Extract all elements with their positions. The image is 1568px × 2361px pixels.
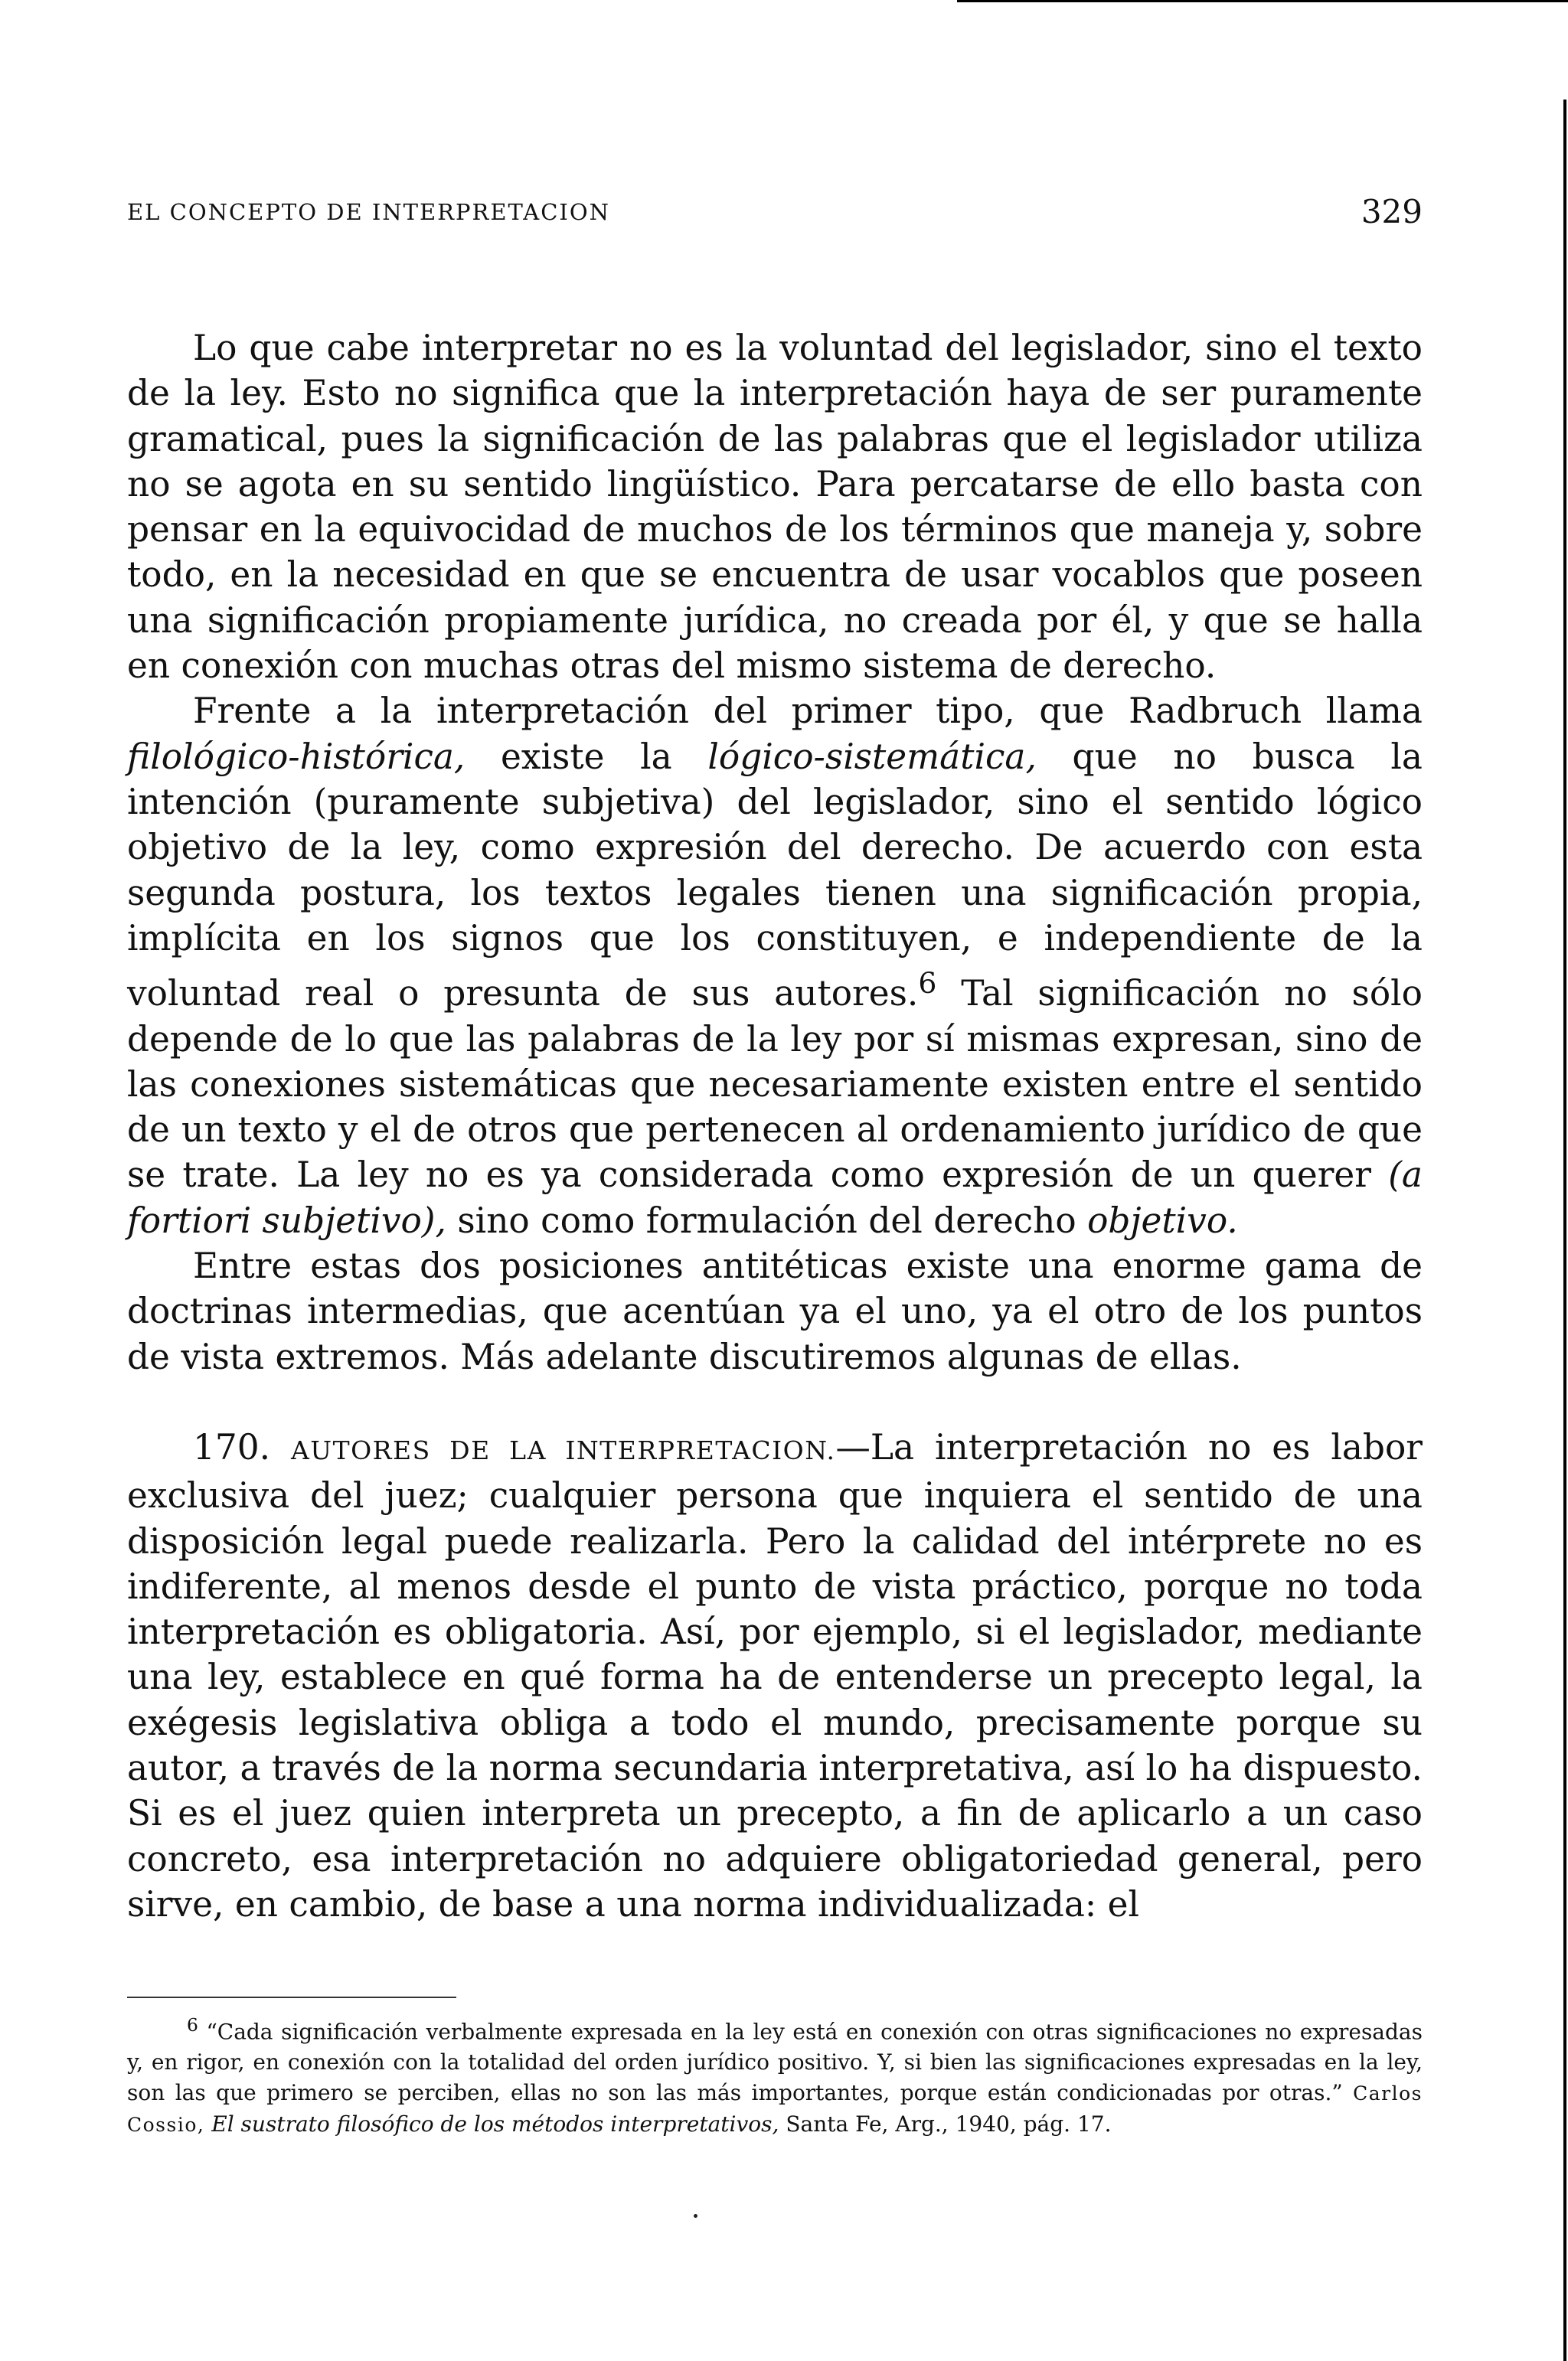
p2-italic-logico: lógico-sistemática, bbox=[707, 736, 1037, 777]
body-text bbox=[127, 325, 1423, 1927]
page-header bbox=[127, 191, 1423, 237]
footnote-tail: Santa Fe, Arg., 1940, pág. 17. bbox=[779, 2111, 1112, 2137]
footnote-text: “Cada significación verbalmente expresada en la ley está en conexión con otras significaciones no expresadas y, en rigor, en conexión con la totalidad del orden jurídico positivo. Y, si bien las significaciones expresadas en la ley, son las que primero se perciben, ellas no son las más importantes, porque están condicionadas por otras.” bbox=[127, 2019, 1423, 2106]
p2-text-3: que no busca la intención (puramente subjetiva) del legislador, sino el sentido lógico objetivo de la ley, como expresión del derecho. De acuerdo con esta segunda postura, los textos legales tienen una significación propia, implícita en los signos que los constituyen, e independiente de la voluntad real o presunta de sus autores. bbox=[127, 736, 1423, 1014]
footnote-work-title: El sustrato filosófico de los métodos interpretativos, bbox=[211, 2111, 779, 2137]
section-number: 170. bbox=[193, 1426, 271, 1468]
p2-text-5: sino como formulación del derecho bbox=[446, 1200, 1088, 1241]
footnote-mark: 6 bbox=[187, 2014, 198, 2036]
right-border-line bbox=[1563, 100, 1566, 2361]
footnote-author: Carlos Cossio, bbox=[127, 2082, 1423, 2137]
footnote-6 bbox=[127, 2010, 1423, 2141]
page-number: 329 bbox=[1361, 193, 1423, 230]
top-border-line bbox=[957, 0, 1568, 2]
p2-italic-objetivo: objetivo. bbox=[1087, 1200, 1238, 1241]
page-mark-dot bbox=[694, 2214, 697, 2218]
p2-text-1: Frente a la interpretación del primer tipo, que Radbruch llama bbox=[193, 691, 1423, 732]
section-heading: AUTORES DE LA INTERPRETACION. bbox=[290, 1435, 836, 1465]
p2-text-2: existe la bbox=[465, 736, 708, 777]
paragraph-2 bbox=[127, 688, 1423, 1243]
section-text: —La interpretación no es labor exclusiva del juez; cualquier persona que inquiera el sentido de una disposición legal puede realizarla. Pero la calidad del intérprete no es indiferente, al menos desde el punto de vista práctico, porque no toda interpretación es obligatoria. Así, por ejemplo, si el legislador, mediante una ley, establece en qué forma ha de entenderse un precepto legal, la exégesis legislativa obliga a todo el mundo, precisamente porque su autor, a través de la norma secundaria interpretativa, así lo ha dispuesto. Si es el juez quien interpreta un precepto, a fin de aplicarlo a un caso concreto, esa interpretación no adquiere obligatoriedad general, pero sirve, en cambio, de base a una norma individualizada: el bbox=[127, 1426, 1423, 1925]
paragraph-1: Lo que cabe interpretar no es la voluntad del legislador, sino el texto de la ley. Esto no significa que la interpretación haya de ser puramente gramatical, pues la significación de las palabras que el legislador utiliza no se agota en su sentido lingüístico. Para percatarse de ello basta con pensar en la equivocidad de muchos de los términos que maneja y, sobre todo, en la necesidad en que se encuentra de usar vocablos que poseen una significación propiamente jurídica, no creada por él, y que se halla en conexión con muchas otras del mismo sistema de derecho. bbox=[127, 328, 1423, 687]
p2-text-4: Tal significación no sólo depende de lo que las palabras de la ley por sí mismas expresan, sino de las conexiones sistemáticas que necesariamente existen entre el sentido de un texto y el de otros que pertenecen al ordenamiento jurídico de que se trate. La ley no es ya considerada como expresión de un querer bbox=[127, 973, 1423, 1196]
running-title: EL CONCEPTO DE INTERPRETACION bbox=[127, 199, 611, 225]
footnote-reference[interactable]: 6 bbox=[918, 966, 937, 1001]
p2-italic-afortiori: (a fortiori subjetivo), bbox=[127, 1154, 1423, 1241]
p2-italic-filologico: filológico-histórica, bbox=[127, 736, 466, 777]
section-170 bbox=[127, 1425, 1423, 1927]
paragraph-3: Entre estas dos posiciones antitéticas existe una enorme gama de doctrinas intermedias, que acentúan ya el uno, ya el otro de los puntos de vista extremos. Más adelante discutiremos algunas de ellas. bbox=[127, 1246, 1423, 1377]
footnote-rule bbox=[127, 1997, 456, 1998]
